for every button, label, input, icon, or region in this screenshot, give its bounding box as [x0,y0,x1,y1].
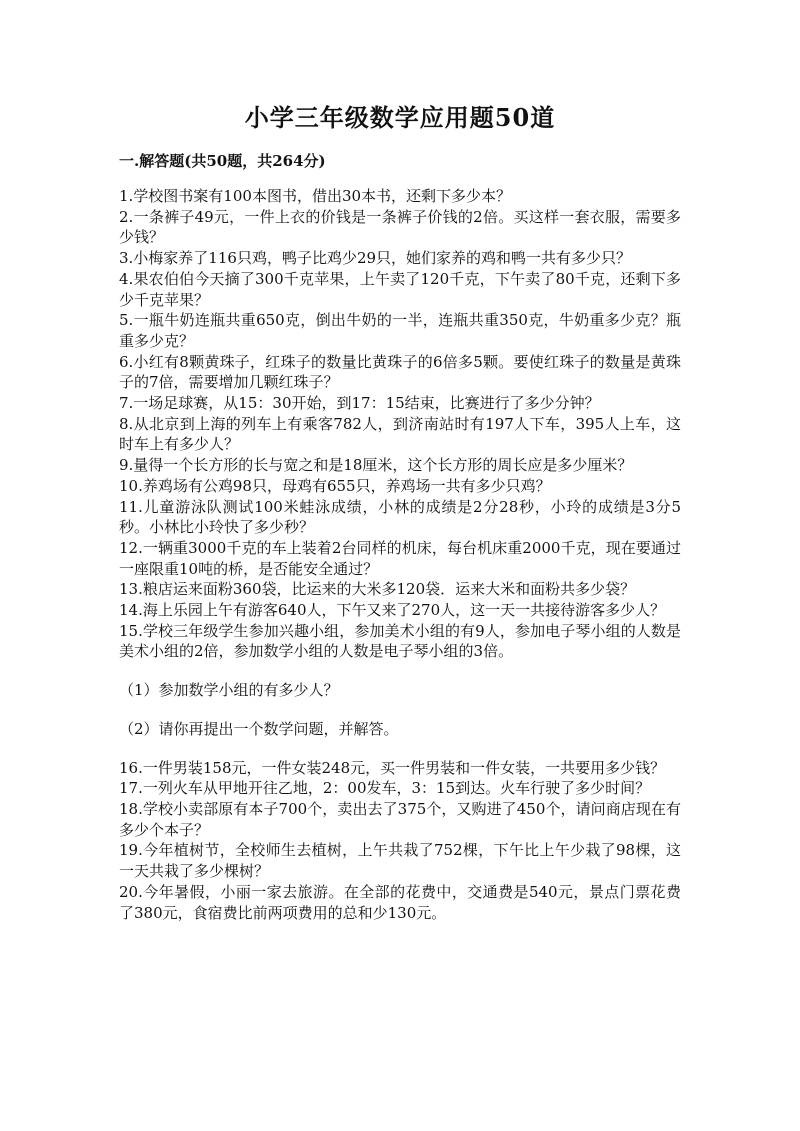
question-15: 15.学校三年级学生参加兴趣小组，参加美术小组的有9人，参加电子琴小组的人数是美术小组的2倍，参加数学小组的人数是电子琴小组的3倍。 [119,621,681,661]
question-16: 16.一件男装158元，一件女装248元，买一件男装和一件女装，一共要用多少钱？ [119,758,666,777]
question-2: 2.一条裤子49元，一件上衣的价钱是一条裤子价钱的2倍。买这样一套衣服，需要多少钱？ [119,207,681,247]
question-10: 10.养鸡场有公鸡98只，母鸡有655只，养鸡场一共有多少只鸡？ [119,476,551,495]
question-1: 1.学校图书案有100本图书，借出30本书，还剩下多少本？ [119,187,512,205]
question-list [119,186,681,923]
question-14: 14.海上乐园上午有游客640人，下午又来了270人，这一天一共接待游客多少人？ [119,601,666,620]
question-12: 12.一辆重3000千克的车上装着2台同样的机床，每台机床重2000千克，现在要通过一座限重10吨的桥，是否能安全通过？ [119,538,681,578]
question-6: 6.小红有8颗黄珠子，红珠子的数量比黄珠子的6倍多5颗。要使红珠子的数量是黄珠子的7倍，需要增加几颗红珠子？ [119,352,681,392]
question-19: 19.今年植树节，全校师生去植树，上午共栽了752棵，下午比上午少栽了98棵，这一天共栽了多少棵树？ [119,841,681,881]
question-17: 17.一列火车从甲地开往乙地，2：00发车，3：15到达。火车行驶了多少时间？ [119,779,651,798]
question-18: 18.学校小卖部原有本子700个，卖出去了375个，又购进了450个，请问商店现在有多少个本子？ [119,799,681,839]
question-9: 9.量得一个长方形的长与宽之和是18厘米，这个长方形的周长应是多少厘米？ [119,456,633,475]
question-20: 20.今年暑假，小丽一家去旅游。在全部的花费中，交通费是540元，景点门票花费了380元，食宿费比前两项费用的总和少130元。 [119,882,681,922]
section-heading: 一.解答题(共50题，共264分) [119,152,326,170]
question-11: 11.儿童游泳队测试100米蛙泳成绩，小林的成绩是2分28秒，小玲的成绩是3分5秒。小林比小玲快了多少秒？ [119,497,681,537]
question-7: 7.一场足球赛，从15：30开始，到17：15结束，比赛进行了多少分钟？ [119,394,600,413]
question-4: 4.果农伯伯今天摘了300千克苹果，上午卖了120千克，下午卖了80千克，还剩下多少千克苹果？ [119,269,681,309]
sub-question-1: （1）参加数学小组的有多少人？ [119,681,339,700]
question-3: 3.小梅家养了116只鸡，鸭子比鸡少29只，她们家养的鸡和鸭一共有多少只？ [119,249,632,268]
question-5: 5.一瓶牛奶连瓶共重650克，倒出牛奶的一半，连瓶共重350克，牛奶重多少克？瓶重多少克？ [119,311,681,350]
question-13: 13.粮店运来面粉360袋，比运来的大米多120袋．运来大米和面粉共多少袋？ [119,580,636,599]
sub-question-2: （2）请你再提出一个数学问题，并解答。 [119,719,399,738]
page-title: 小学三年级数学应用题50道 [244,103,556,132]
question-8: 8.从北京到上海的列车上有乘客782人，到济南站时有197人下车，395人上车，这时车上有多少人？ [119,414,681,454]
